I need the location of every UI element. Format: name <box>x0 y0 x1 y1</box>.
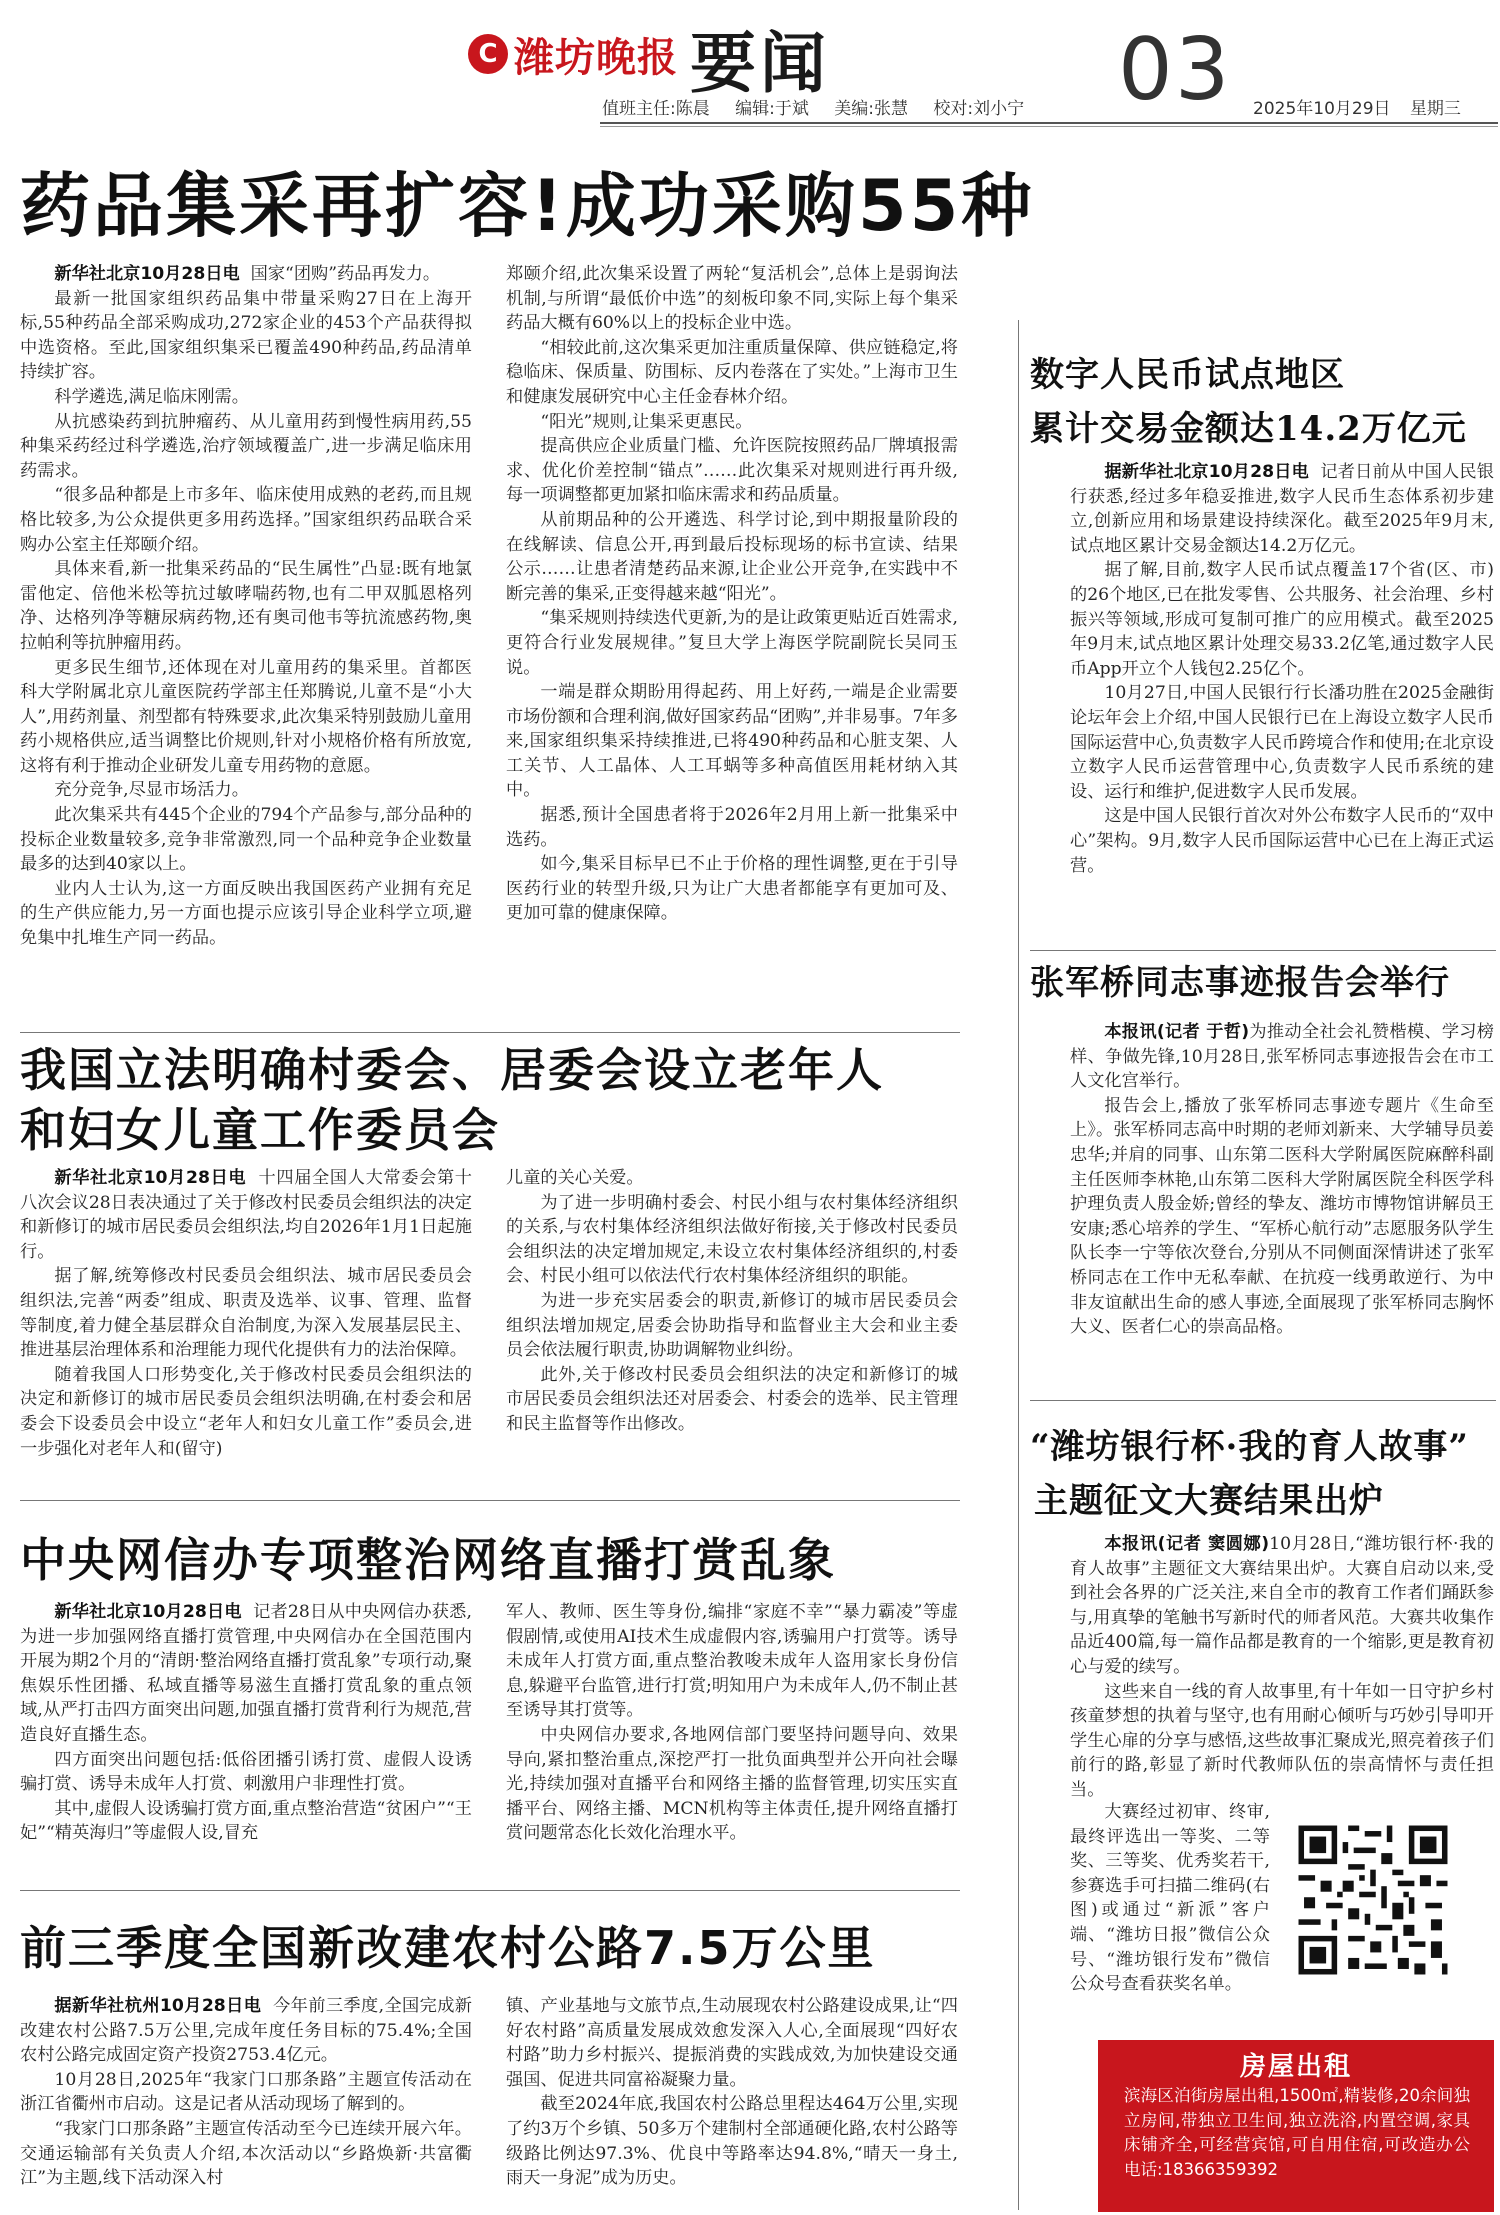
headline-digital-rmb <box>1030 348 1500 456</box>
divider <box>20 1890 960 1891</box>
divider <box>20 1032 960 1033</box>
headline-zhang-junqiao: 张军桥同志事迹报告会举行 <box>1030 963 1450 1003</box>
dateline: 据新华社杭州10月28日电 <box>54 1996 262 2016</box>
divider <box>1030 950 1496 951</box>
staff-art-editor: 美编:张慧 <box>834 99 909 119</box>
paragraph: “我家门口那条路”主题宣传活动至今已连续开展六年。交通运输部有关负责人介绍,本次活动以“乡路焕新·共富衢江”为主题,线下活动深入村 <box>20 2118 472 2189</box>
qr-code-icon[interactable] <box>1293 1820 1453 1980</box>
issue-weekday: 星期三 <box>1409 99 1461 119</box>
divider <box>1030 1400 1496 1401</box>
roads-article-col2 <box>506 1994 958 2191</box>
headline-village-committees <box>20 1040 970 1160</box>
headline-line: 我国立法明确村委会、居委会设立老年人 <box>20 1043 884 1097</box>
paragraph: 据悉,预计全国患者将于2026年2月用上新一批集采中选药。 <box>506 805 958 850</box>
paragraph: 业内人士认为,这一方面反映出我国医药产业拥有充足的生产供应能力,另一方面也提示应该引导企业科学立项,避免集中扎堆生产同一药品。 <box>20 878 472 949</box>
paragraph: 一端是群众期盼用得起药、用上好药,一端是企业需要市场份额和合理利润,做好国家药品“团购”,并非易事。7年多来,国家组织集采持续推进,已将490种药品和心脏支架、人工关节、人工晶体、人工耳蜗等多种高值医用耗材纳入其中。 <box>506 682 958 801</box>
newspaper-name: 潍坊晚报 <box>514 35 678 81</box>
staff-credits <box>602 94 1044 119</box>
digital-rmb-article <box>1070 460 1494 878</box>
dateline: 新华社北京10月28日电 <box>54 1602 242 1622</box>
livestream-article-col1 <box>20 1600 472 1846</box>
essay-article-tail <box>1070 1800 1270 1997</box>
paragraph: 最新一批国家组织药品集中带量采购27日在上海开标,55种药品全部采购成功,272家企业的453个产品获得拟中选资格。至此,国家组织集采已覆盖490种药品,药品清单持续扩容。 <box>20 288 472 383</box>
paragraph: 此次集采共有445个企业的794个产品参与,部分品种的投标企业数量较多,竞争非常激烈,同一个品种竞争企业数量最多的达到40家以上。 <box>20 805 472 875</box>
village-article-col1 <box>20 1166 472 1461</box>
dateline: 本报讯(记者 窦圆娜) <box>1104 1534 1270 1554</box>
dateline: 新华社北京10月28日电 <box>54 1168 247 1188</box>
issue-date <box>1253 94 1475 119</box>
paragraph: 四方面突出问题包括:低俗团播引诱打赏、虚假人设诱骗打赏、诱导未成年人打赏、刺激用户非理性打赏。 <box>20 1749 472 1795</box>
paragraph: 记者日前从中国人民银行获悉,经过多年稳妥推进,数字人民币生态体系初步建立,创新应用和场景建设持续深化。截至2025年9月末,试点地区累计交易金额达14.2万亿元。 <box>1070 462 1494 556</box>
roads-article-col1 <box>20 1994 472 2191</box>
paragraph: “集采规则持续迭代更新,为的是让政策更贴近百姓需求,更符合行业发展规律。”复旦大学上海医学院副院长吴同玉说。 <box>506 608 958 678</box>
livestream-article-col2 <box>506 1600 958 1846</box>
paragraph: 中央网信办要求,各地网信部门要坚持问题导向、效果导向,紧扣整治重点,深挖严打一批负面典型并公开向社会曝光,持续加强对直播平台和网络主播的监督管理,切实压实直播平台、网络主播、MCN机构等主体责任,提升网络直播打赏问题常态化长效化治理水平。 <box>506 1724 958 1844</box>
dateline: 据新华社北京10月28日电 <box>1104 462 1310 482</box>
divider <box>20 1500 960 1501</box>
village-article-col2 <box>506 1166 958 1437</box>
paragraph: 10月28日,“潍坊银行杯·我的育人故事”主题征文大赛结果出炉。大赛自启动以来,受到社会各界的广泛关注,来自全市的教育工作者们踊跃参与,用真挚的笔触书写新时代的师者风范。大赛共收集作品近400篇,每一篇作品都是教育的一个缩影,更是教育初心与爱的续写。 <box>1070 1534 1494 1677</box>
newspaper-logo-icon: C <box>468 34 508 74</box>
paragraph: 十四届全国人大常委会第十八次会议28日表决通过了关于修改村民委员会组织法的决定和新修订的城市居民委员会组织法,均自2026年1月1日起施行。 <box>20 1168 472 1262</box>
paragraph: 报告会上,播放了张军桥同志事迹专题片《生命至上》。张军桥同志高中时期的老师刘新来、大学辅导员姜忠华;并肩的同事、山东第二医科大学附属医院麻醉科副主任医师李林艳,山东第二医科大学附属医院全科医学科护理负责人殷金娇;曾经的挚友、潍坊市博物馆讲解员王安康;悉心培养的学生、“军桥心航行动”志愿服务队学生队长李一宁等依次登台,分别从不同侧面深情讲述了张军桥同志在工作中无私奉献、在抗疫一线勇敢逆行、为中非友谊献出生命的感人事迹,全面展现了张军桥同志胸怀大义、医者仁心的崇高品格。 <box>1070 1095 1494 1338</box>
paragraph: 大赛经过初审、终审,最终评选出一等奖、二等奖、三等奖、优秀奖若干,参赛选手可扫描二维码(右图)或通过“新派”客户端、“潍坊日报”微信公众号、“潍坊银行发布”微信公众号查看获奖名单。 <box>1070 1802 1270 1995</box>
paragraph: 10月28日,2025年“我家门口那条路”主题宣传活动在浙江省衢州市启动。这是记者从活动现场了解到的。 <box>20 2069 472 2115</box>
paragraph: 截至2024年底,我国农村公路总里程达464万公里,实现了约3万个乡镇、50多万个建制村全部通硬化路,农村公路等级路比例达97.3%、优良中等路率达94.8%,“晴天一身土,雨天一身泥”成为历史。 <box>506 2094 958 2189</box>
issue-date-text: 2025年10月29日 <box>1253 99 1391 119</box>
paragraph: 儿童的关心关爱。 <box>506 1168 644 1188</box>
paragraph: 据了解,目前,数字人民币试点覆盖17个省(区、市)的26个地区,已在批发零售、公共服务、社会治理、乡村振兴等领域,形成可复制可推广的应用模式。截至2025年9月末,试点地区累计处理交易33.2亿笔,通过数字人民币App开立个人钱包2.25亿个。 <box>1070 560 1494 679</box>
paragraph: 其中,虚假人设诱骗打赏方面,重点整治营造“贫困户”“王妃”“精英海归”等虚假人设,冒充 <box>20 1798 472 1844</box>
drug-article-col2 <box>506 262 958 926</box>
headline-rural-roads: 前三季度全国新改建农村公路7.5万公里 <box>20 1921 876 1975</box>
ad-title: 房屋出租 <box>1239 2052 1352 2082</box>
paragraph: 这些来自一线的育人故事里,有十年如一日守护乡村孩童梦想的执着与坚守,也有用耐心倾听与巧妙引导叩开学生心扉的分享与感悟,这些故事汇聚成光,照亮着孩子们前行的路,彰显了新时代教师队伍的崇高情怀与责任担当。 <box>1070 1681 1494 1800</box>
drug-article-col1 <box>20 262 472 951</box>
dateline: 本报讯(记者 于哲) <box>1104 1022 1250 1042</box>
headline-line: “潍坊银行杯·我的育人故事” <box>1030 1427 1469 1467</box>
paragraph: “很多品种都是上市多年、临床使用成熟的老药,而且规格比较多,为公众提供更多用药选择。”国家组织药品联合采购办公室主任郑颐介绍。 <box>20 485 472 555</box>
paragraph: 郑颐介绍,此次集采设置了两轮“复活机会”,总体上是弱询法机制,与所谓“最低价中选”的刻板印象不同,实际上每个集采药品大概有60%以上的投标企业中选。 <box>506 264 958 334</box>
rental-ad <box>1098 2040 1494 2212</box>
headline-livestream: 中央网信办专项整治网络直播打赏乱象 <box>20 1533 836 1587</box>
paragraph: 此外,关于修改村民委员会组织法的决定和新修订的城市居民委员会组织法还对居委会、村委会的选举、民主管理和民主监督等作出修改。 <box>506 1364 958 1434</box>
paragraph: 为了进一步明确村委会、村民小组与农村集体经济组织的关系,与农村集体经济组织法做好衔接,关于修改村民委员会组织法的决定增加规定,未设立农村集体经济组织的,村委会、村民小组可以依法代行农村集体经济组织的职能。 <box>506 1192 958 1287</box>
staff-editor: 编辑:于斌 <box>735 99 809 119</box>
paragraph: 为进一步充实居委会的职责,新修订的城市居民委员会组织法增加规定,居委会协助指导和监督业主大会和业主委员会依法履行职责,协助调解物业纠纷。 <box>506 1290 958 1361</box>
paragraph: 记者28日从中央网信办获悉,为进一步加强网络直播打赏管理,中央网信办在全国范围内开展为期2个月的“清朗·整治网络直播打赏乱象”专项行动,聚焦娱乐性团播、私域直播等易滋生直播打赏乱象的重点领域,从严打击四方面突出问题,加强直播打赏背利行为规范,营造良好直播生态。 <box>20 1602 472 1745</box>
paragraph: 镇、产业基地与文旅节点,生动展现农村公路建设成果,让“四好农村路”高质量发展成效愈发深入人心,全面展现“四好农村路”助力乡村振兴、提振消费的实践成效,为加快建设交通强国、促进共同富裕凝聚力量。 <box>506 1996 958 2090</box>
paragraph: 为推动全社会礼赞楷模、学习榜样、争做先锋,10月28日,张军桥同志事迹报告会在市工人文化宫举行。 <box>1070 1022 1494 1092</box>
headline-line: 数字人民币试点地区 <box>1030 355 1345 395</box>
paragraph: 10月27日,中国人民银行行长潘功胜在2025金融街论坛年会上介绍,中国人民银行已在上海设立数字人民币国际运营中心,负责数字人民币跨境合作和使用;在北京设立数字人民币运营管理中心,负责数字人民币系统的建设、运行和维护,促进数字人民币发展。 <box>1070 683 1494 802</box>
paragraph: “相较此前,这次集采更加注重质量保障、供应链稳定,将稳临床、保质量、防围标、反内卷落在了实处。”上海市卫生和健康发展研究中心主任金春林介绍。 <box>506 337 958 407</box>
paragraph: 提高供应企业质量门槛、允许医院按照药品厂牌填报需求、优化价差控制“锚点”……此次集采对规则进行再升级,每一项调整都更加紧扣临床需求和药品质量。 <box>506 436 958 506</box>
headline-drug-procurement: 药品集采再扩容!成功采购55种 <box>20 165 1035 247</box>
headline-line: 累计交易金额达14.2万亿元 <box>1030 409 1467 449</box>
headline-line: 和妇女儿童工作委员会 <box>20 1103 500 1157</box>
headline-essay-contest <box>1030 1420 1500 1528</box>
paragraph: 充分竞争,尽显市场活力。 <box>54 780 249 801</box>
zhang-article <box>1070 1020 1494 1340</box>
paragraph: 更多民生细节,还体现在对儿童用药的集采里。首都医科大学附属北京儿童医院药学部主任郑腾说,儿童不是“小大人”,用药剂量、剂型都有特殊要求,此次集采特别鼓励儿童用药小规格供应,适当调整比价规则,针对小规格价格有所放宽,这将有利于推动企业研发儿童专用药物的意愿。 <box>20 657 472 776</box>
paragraph: 国家“团购”药品再发力。 <box>250 264 441 284</box>
paragraph: 从前期品种的公开遴选、科学讨论,到中期报量阶段的在线解读、信息公开,再到最后投标现场的标书宣读、结果公示……让患者清楚药品来源,让企业公开竞争,在实践中不断完善的集采,正变得越来越“阳光”。 <box>506 509 958 604</box>
headline-line: 主题征文大赛结果出炉 <box>1034 1481 1384 1521</box>
paragraph: 这是中国人民银行首次对外公布数字人民币的“双中心”架构。9月,数字人民币国际运营中心已在上海正式运营。 <box>1070 806 1494 876</box>
paragraph: 据了解,统筹修改村民委员会组织法、城市居民委员会组织法,完善“两委”组成、职责及选举、议事、管理、监督等制度,着力健全基层群众自治制度,为深入发展基层民主、推进基层治理体系和治理能力现代化提供有力的法治保障。 <box>20 1266 472 1361</box>
paragraph: “阳光”规则,让集采更惠民。 <box>540 411 753 432</box>
section-title: 要闻 <box>690 24 830 102</box>
paragraph: 如今,集采目标早已不止于价格的理性调整,更在于引导医药行业的转型升级,只为让广大患者都能享有更加可及、更加可靠的健康保障。 <box>506 854 958 924</box>
paragraph: 随着我国人口形势变化,关于修改村民委员会组织法的决定和新修订的城市居民委员会组织法明确,在村委会和居委会下设委员会中设立“老年人和妇女儿童工作”委员会,进一步强化对老年人和(留守) <box>20 1364 472 1459</box>
paragraph: 今年前三季度,全国完成新改建农村公路7.5万公里,完成年度任务目标的75.4%;全国农村公路完成固定资产投资2753.4亿元。 <box>20 1996 472 2066</box>
essay-article <box>1070 1532 1494 1803</box>
page-number: 03 <box>1118 20 1232 120</box>
dateline: 新华社北京10月28日电 <box>54 264 240 284</box>
ad-body: 滨海区泊街房屋出租,1500㎡,精装修,20余间独立房间,带独立卫生间,独立洗浴,内置空调,家具床铺齐全,可经营宾馆,可自用住宿,可改造办公 电话:18366359392 <box>1124 2086 1470 2179</box>
paragraph: 从抗感染药到抗肿瘤药、从儿童用药到慢性病用药,55种集采药经过科学遴选,治疗领域覆盖广,进一步满足临床用药需求。 <box>20 411 472 481</box>
staff-proofreader: 校对:刘小宁 <box>933 99 1025 119</box>
masthead-rule <box>600 122 1498 124</box>
paragraph: 军人、教师、医生等身份,编排“家庭不幸”“暴力霸凌”等虚假剧情,或使用AI技术生成虚假内容,诱骗用户打赏等。诱导未成年人打赏方面,重点整治教唆未成年人盗用家长身份信息,躲避平台监管,进行打赏;明知用户为未成年人,仍不制止甚至诱导其打赏等。 <box>506 1602 958 1721</box>
masthead-rule-thin <box>600 126 1498 127</box>
paragraph: 具体来看,新一批集采药品的“民生属性”凸显:既有地氯雷他定、倍他米松等抗过敏哮喘药物,也有二甲双胍恩格列净、达格列净等糖尿病药物,还有奥司他韦等抗流感药物,奥拉帕利等抗肿瘤用药。 <box>20 559 472 653</box>
staff-duty-editor: 值班主任:陈晨 <box>602 99 710 119</box>
column-divider <box>1018 320 1019 2210</box>
paragraph: 科学遴选,满足临床刚需。 <box>54 386 249 407</box>
